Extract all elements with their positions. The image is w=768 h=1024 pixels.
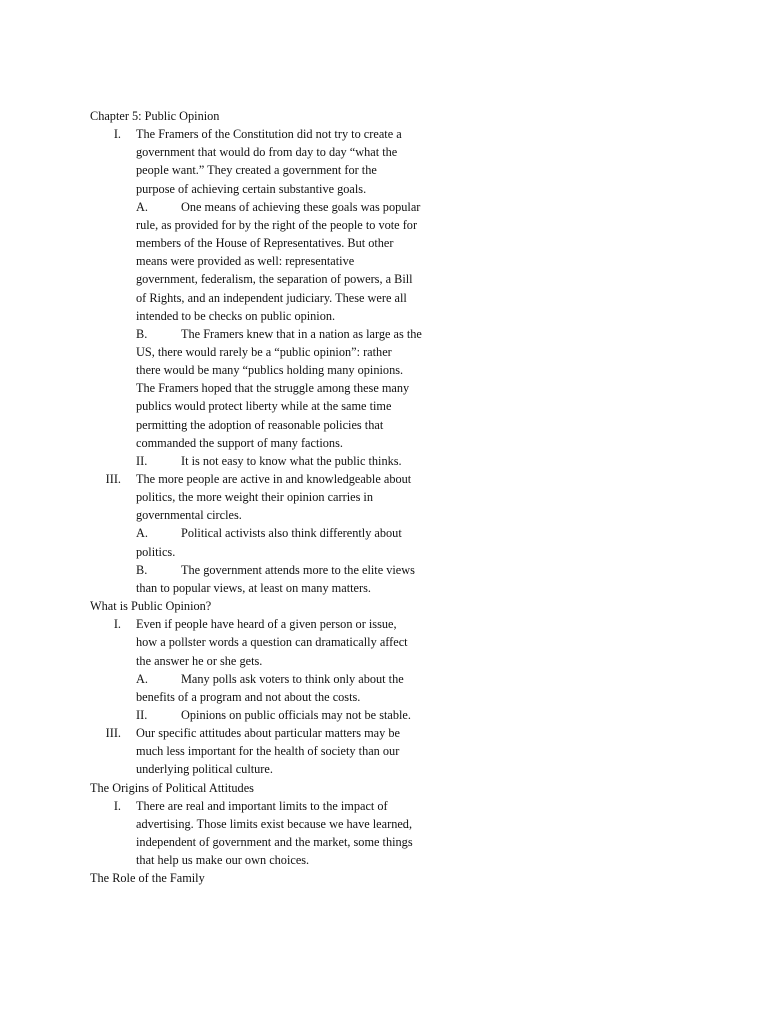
outline-text-line: benefits of a program and not about the costs. bbox=[136, 690, 361, 704]
outline-text-line: independent of government and the market, some things bbox=[136, 835, 413, 849]
outline-text-line: underlying political culture. bbox=[136, 762, 273, 776]
outline-text-line: Our specific attitudes about particular matters may be bbox=[136, 726, 400, 740]
outline-text-line: Political activists also think differently about bbox=[181, 526, 402, 540]
section-heading: What is Public Opinion? bbox=[90, 599, 212, 613]
outline-marker: B. bbox=[136, 327, 148, 341]
outline-text-line: rule, as provided for by the right of the people to vote for bbox=[136, 218, 418, 232]
outline-text-line: purpose of achieving certain substantive goals. bbox=[136, 182, 367, 196]
outline-text-line: governmental circles. bbox=[136, 508, 242, 522]
outline-text-line: intended to be checks on public opinion. bbox=[136, 309, 336, 323]
outline-text-line: Even if people have heard of a given person or issue, bbox=[136, 617, 397, 631]
outline-text-line: There are real and important limits to the impact of bbox=[136, 799, 388, 813]
outline-text-line: The government attends more to the elite views bbox=[181, 563, 415, 577]
outline-text-line: advertising. Those limits exist because we have learned, bbox=[136, 817, 413, 831]
outline-text-line: commanded the support of many factions. bbox=[136, 436, 343, 450]
outline-text-line: that help us make our own choices. bbox=[136, 853, 310, 867]
section-heading: The Origins of Political Attitudes bbox=[90, 781, 254, 795]
outline-text-line: Many polls ask voters to think only about the bbox=[181, 672, 404, 686]
outline-text-line: The Framers knew that in a nation as large as the bbox=[181, 327, 422, 341]
outline-marker: I. bbox=[113, 127, 121, 141]
outline-text-line: politics. bbox=[136, 545, 176, 559]
outline-marker: I. bbox=[113, 617, 121, 631]
outline-text-line: The more people are active in and knowledgeable about bbox=[136, 472, 412, 486]
outline-text-line: people want.” They created a government for the bbox=[136, 163, 377, 177]
outline-marker: A. bbox=[136, 526, 148, 540]
outline-text-line: US, there would rarely be a “public opinion”: rather bbox=[136, 345, 392, 359]
outline-text-line: One means of achieving these goals was popular bbox=[181, 200, 421, 214]
outline-text-line: much less important for the health of society than our bbox=[136, 744, 400, 758]
outline-marker: II. bbox=[136, 454, 148, 468]
section-heading: The Role of the Family bbox=[90, 871, 205, 885]
outline-text-line: there would be many “publics holding many opinions. bbox=[136, 363, 404, 377]
outline-text-line: members of the House of Representatives. But other bbox=[136, 236, 394, 250]
outline-text-line: government that would do from day to day “what the bbox=[136, 145, 398, 159]
outline-marker: A. bbox=[136, 672, 148, 686]
outline-text-line: Opinions on public officials may not be stable. bbox=[181, 708, 411, 722]
outline-text-line: the answer he or she gets. bbox=[136, 654, 263, 668]
outline-marker: II. bbox=[136, 708, 148, 722]
outline-text-line: politics, the more weight their opinion carries in bbox=[136, 490, 373, 504]
section-heading: Chapter 5: Public Opinion bbox=[90, 109, 220, 123]
outline-text-line: government, federalism, the separation of powers, a Bill bbox=[136, 272, 413, 286]
outline-text-line: publics would protect liberty while at the same time bbox=[136, 399, 392, 413]
outline-text-line: permitting the adoption of reasonable policies that bbox=[136, 418, 384, 432]
outline-text-line: than to popular views, at least on many matters. bbox=[136, 581, 371, 595]
outline-text-line: It is not easy to know what the public thinks. bbox=[181, 454, 402, 468]
outline-text-line: means were provided as well: representative bbox=[136, 254, 355, 268]
outline-marker: A. bbox=[136, 200, 148, 214]
outline-marker: I. bbox=[113, 799, 121, 813]
outline-marker: III. bbox=[105, 726, 121, 740]
outline-marker: B. bbox=[136, 563, 148, 577]
outline-text-line: The Framers hoped that the struggle among these many bbox=[136, 381, 410, 395]
outline-marker: III. bbox=[105, 472, 121, 486]
outline-text-line: The Framers of the Constitution did not try to create a bbox=[136, 127, 402, 141]
outline-text-line: of Rights, and an independent judiciary. These were all bbox=[136, 291, 407, 305]
outline-text-line: how a pollster words a question can dramatically affect bbox=[136, 635, 408, 649]
